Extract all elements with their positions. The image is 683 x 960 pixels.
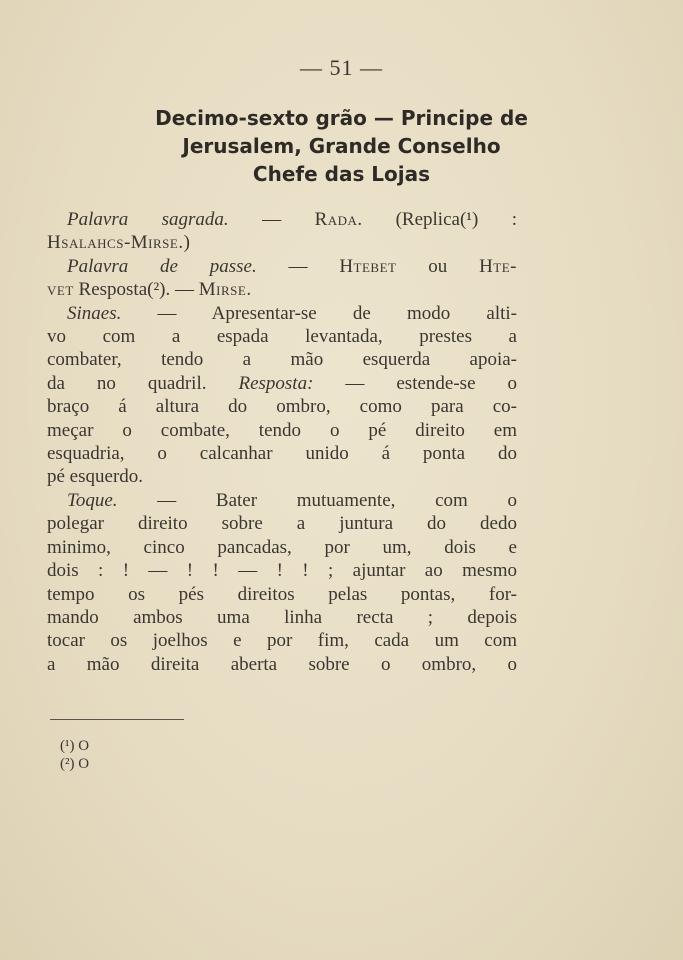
text-span: da no quadril. <box>47 372 239 394</box>
text-line: vo com a espada levantada, prestes a <box>47 326 517 348</box>
text-line <box>47 489 517 512</box>
pass-word-alt: Hte- <box>479 255 517 277</box>
text-line <box>47 302 517 325</box>
password-word: Rada <box>314 209 358 230</box>
text-span: ou <box>396 255 480 277</box>
text-line: tempo os pés direitos pelas pontas, for- <box>47 583 517 605</box>
text-span: — <box>256 255 340 277</box>
text-line: minimo, cinco pancadas, por um, dois e <box>47 536 517 558</box>
reply-word: Hsalahcs-Mirse.) <box>47 232 191 254</box>
pass-word: Htebet <box>339 255 397 277</box>
italic-label-toque: Toque. <box>67 489 118 511</box>
text-span: — estende-se o <box>313 372 517 394</box>
footnote-mark: (¹) <box>60 738 75 754</box>
heading-line-2: Jerusalem, Grande Conselho <box>182 134 501 158</box>
text-span: — Bater mutuamente, com o <box>117 489 517 511</box>
text-line: pé esquerdo. <box>47 466 144 488</box>
text-line <box>47 372 517 395</box>
text-span: vet <box>47 279 74 301</box>
footnote-text: O <box>74 756 90 772</box>
footnote-2 <box>60 755 89 773</box>
text-line <box>47 208 517 231</box>
text-line <box>47 231 517 254</box>
text-span: . <box>246 279 252 301</box>
text-span: — Apresentar-se de modo alti- <box>121 302 517 324</box>
text-line: tocar os joelhos e por fim, cada um com <box>47 630 517 652</box>
text-line: esquadria, o calcanhar unido á ponta do <box>47 443 517 465</box>
text-line: mando ambos uma linha recta ; depois <box>47 606 517 628</box>
heading-line-1: Decimo-sexto grão — Principe de <box>155 106 528 130</box>
answer-word: Mirse <box>198 279 247 301</box>
italic-label-palavra-de-passe: Palavra de passe. <box>67 255 257 277</box>
text-line: combater, tendo a mão esquerda apoia- <box>47 349 517 371</box>
text-line: meçar o combate, tendo o pé direito em <box>47 419 517 441</box>
text-line: dois : ! — ! ! — ! ! ; ajuntar ao mesmo <box>47 560 517 582</box>
italic-label-resposta: Resposta: <box>238 372 314 394</box>
text-span: Resposta(²). — <box>73 279 199 301</box>
text-line: braço á altura do ombro, como para co- <box>47 396 517 418</box>
footnote-1 <box>60 737 89 755</box>
footnote-text: O <box>74 738 90 754</box>
text-span: . (Replica(¹) : <box>357 209 518 230</box>
section-heading <box>30 104 653 188</box>
heading-line-3: Chefe das Lojas <box>252 162 431 186</box>
italic-label-palavra-sagrada: Palavra sagrada. <box>67 209 229 230</box>
text-line: a mão direita aberta sobre o ombro, o <box>47 653 517 675</box>
footnote-mark: (²) <box>60 756 75 772</box>
italic-label-sinaes: Sinaes. <box>67 302 122 324</box>
footnotes <box>60 737 89 773</box>
body-text <box>47 208 517 676</box>
text-span: — <box>228 209 315 230</box>
text-line: polegar direito sobre a juntura do dedo <box>47 513 517 535</box>
text-line <box>47 278 517 301</box>
text-line <box>47 255 517 278</box>
footnote-divider <box>50 719 184 720</box>
page-number: — 51 — <box>300 55 383 80</box>
